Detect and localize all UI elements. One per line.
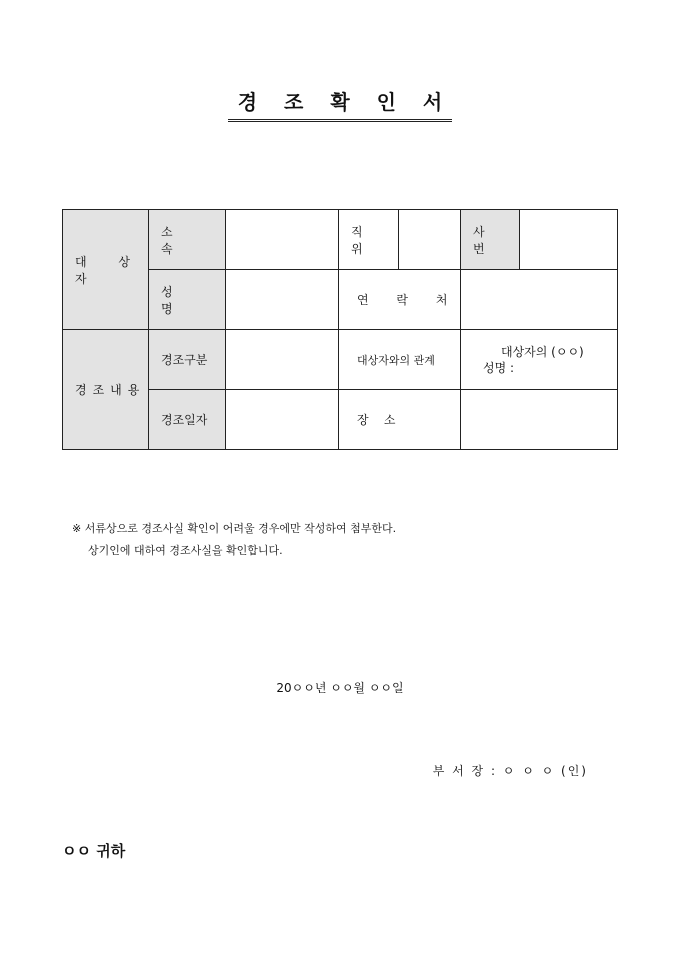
event-type-field[interactable] (226, 330, 339, 390)
table-row-event-type (63, 330, 618, 390)
document-title: 경 조 확 인 서 (228, 86, 452, 122)
affiliation-label: 소 속 (149, 210, 226, 270)
relation-label: 대상자와의 관계 (339, 330, 461, 390)
name-label: 성 명 (149, 270, 226, 330)
contact-label: 연 락 처 (339, 270, 461, 330)
table-row-affiliation (63, 210, 618, 270)
position-field[interactable] (399, 210, 461, 270)
note-line-1: ※ 서류상으로 경조사실 확인이 어려울 경우에만 작성하여 첨부한다. (72, 522, 397, 535)
event-date-field[interactable] (226, 390, 339, 450)
position-label: 직 위 (339, 210, 399, 270)
note-line-2: 상기인에 대하여 경조사실을 확인합니다. (88, 544, 283, 557)
event-group-header: 경조내용 (63, 330, 149, 450)
relation-line-2: 성명 : (483, 360, 515, 375)
place-label: 장 소 (339, 390, 461, 450)
employee-no-field[interactable] (520, 210, 618, 270)
relation-line-1: 대상자의 (ㅇㅇ) (501, 344, 584, 359)
issue-date: 20ㅇㅇ년 ㅇㅇ월 ㅇㅇ일 (276, 681, 404, 695)
affiliation-field[interactable] (226, 210, 339, 270)
target-group-header: 대 상 자 (63, 210, 149, 330)
contact-field[interactable] (461, 270, 618, 330)
place-field[interactable] (461, 390, 618, 450)
signature-line: 부 서 장 : ㅇ ㅇ ㅇ (인) (432, 764, 588, 778)
notes-block (72, 518, 396, 562)
name-field[interactable] (226, 270, 339, 330)
relation-field[interactable] (461, 330, 618, 390)
confirmation-form-table (62, 209, 618, 450)
recipient: ㅇㅇ 귀하 (62, 842, 126, 860)
title-wrap (0, 86, 680, 122)
employee-no-label: 사 번 (461, 210, 520, 270)
event-type-label: 경조구분 (149, 330, 226, 390)
event-date-label: 경조일자 (149, 390, 226, 450)
